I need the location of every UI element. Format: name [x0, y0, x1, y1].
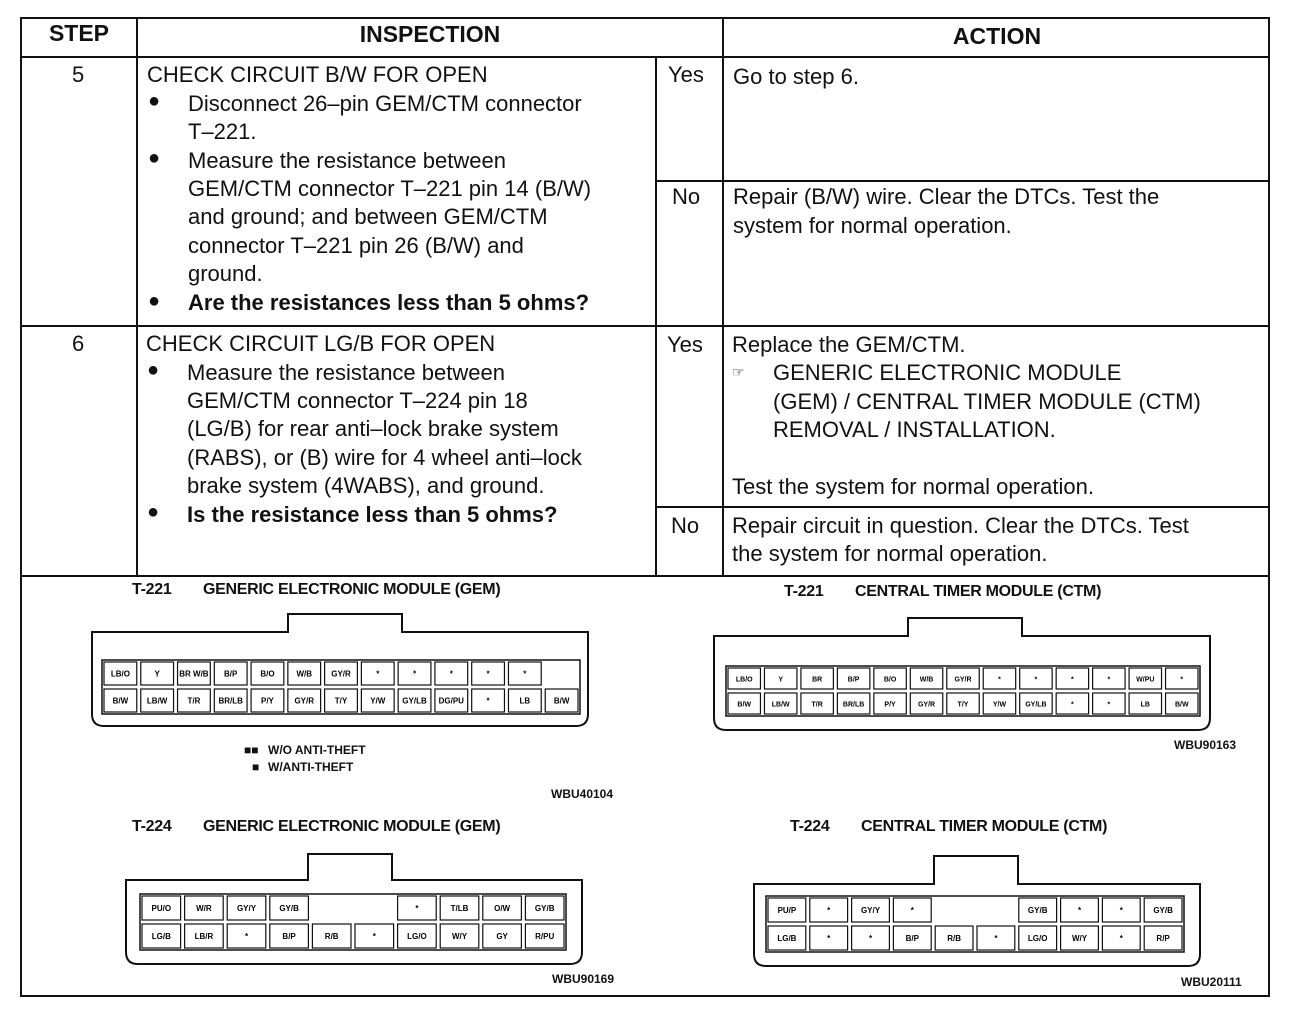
pin-label: *: [1119, 906, 1123, 915]
bullet-dot: ●: [148, 147, 161, 169]
pin-label: PU/P: [777, 906, 797, 915]
row6-question: Is the resistance less than 5 ohms?: [187, 502, 558, 527]
row6-bullet1-line3: (LG/B) for rear anti–lock brake system: [187, 416, 559, 441]
pin-label: Y: [778, 676, 784, 684]
pin-label: GY/LB: [402, 696, 427, 706]
pin-label: BR/LB: [842, 701, 865, 709]
pin-label: *: [827, 906, 831, 915]
pin-label: LG/B: [777, 934, 797, 943]
pin-label: *: [486, 696, 490, 706]
pin-label: LG/O: [1027, 934, 1048, 943]
pin-label: W/B: [296, 669, 313, 679]
pin-label: *: [412, 669, 417, 679]
pin-label: *: [449, 669, 453, 679]
reference-pointer-icon: ☞: [732, 364, 745, 380]
d1-id: T-221: [132, 581, 172, 598]
pin-label: GY/B: [1153, 906, 1173, 915]
pin-label: B/P: [847, 676, 860, 684]
legend-single-mark: ■: [252, 760, 260, 774]
action-column-divider: [722, 17, 724, 575]
row5-bullet2-line2: GEM/CTM connector T–221 pin 14 (B/W): [188, 176, 592, 201]
pin-label: Y/W: [370, 696, 386, 706]
pin-label: B/W: [1174, 701, 1189, 709]
row5-bullet1-line2: T–221.: [188, 119, 257, 144]
pin-label: W/B: [919, 676, 934, 684]
row6-bullet1-line4: (RABS), or (B) wire for 4 wheel anti–lock: [187, 445, 582, 470]
pin-label: GY/B: [534, 904, 555, 913]
pin-label: B/O: [883, 676, 897, 684]
pin-label: W/Y: [1071, 934, 1088, 943]
d1-title: GENERIC ELECTRONIC MODULE (GEM): [203, 581, 501, 598]
row6-no-action-line1: Repair circuit in question. Clear the DTCs. Test: [732, 513, 1189, 538]
row5-question: Are the resistances less than 5 ohms?: [188, 290, 590, 315]
pin-label: *: [523, 669, 527, 679]
pin-label: LB/R: [194, 932, 214, 941]
pin-label: *: [1107, 701, 1111, 709]
pin-label: GY/R: [294, 696, 315, 706]
legend-double-mark: ■■: [244, 743, 259, 757]
row5-yes-action: Go to step 6.: [733, 64, 859, 89]
row6-ref-line1: GENERIC ELECTRONIC MODULE: [773, 360, 1122, 385]
pin-label: *: [1077, 906, 1082, 915]
pin-label: T/Y: [334, 696, 348, 706]
step-number-5: 5: [72, 62, 85, 87]
pin-label: GY/Y: [860, 906, 881, 915]
connector-t221-ctm: [712, 616, 1212, 732]
d2-code: WBU90163: [1174, 738, 1237, 752]
step-number-6: 6: [72, 331, 85, 356]
pin-label: *: [1034, 676, 1038, 684]
row5-no-action-line1: Repair (B/W) wire. Clear the DTCs. Test the: [733, 184, 1160, 209]
pin-label: BR W/B: [179, 669, 209, 679]
d3-id: T-224: [132, 818, 172, 835]
d2-title: CENTRAL TIMER MODULE (CTM): [855, 583, 1102, 600]
connector-t224-ctm: [752, 854, 1202, 968]
bullet-dot: ●: [147, 359, 160, 381]
d4-id: T-224: [790, 818, 830, 835]
pin-area: [766, 896, 1184, 952]
pin-label: GY: [496, 932, 508, 941]
connector-housing: [714, 618, 1210, 730]
d2-id: T-221: [784, 583, 824, 600]
pin-label: Y: [154, 669, 160, 679]
row6-ref-line3: REMOVAL / INSTALLATION.: [773, 417, 1056, 442]
pin-label: LB/O: [110, 669, 130, 679]
d4-title: CENTRAL TIMER MODULE (CTM): [861, 818, 1108, 835]
pin-label: LB/W: [146, 696, 168, 706]
pin-label: *: [1107, 676, 1111, 684]
pin-label: *: [486, 669, 490, 679]
pin-label: LB: [1140, 701, 1150, 709]
pin-label: R/PU: [535, 932, 555, 941]
pin-label: GY/R: [917, 701, 936, 709]
bullet-dot: ●: [148, 90, 161, 112]
table-bottom-divider: [20, 575, 1270, 577]
pin-label: B/W: [112, 696, 129, 706]
pin-label: *: [868, 934, 873, 943]
d3-title: GENERIC ELECTRONIC MODULE (GEM): [203, 818, 501, 835]
pin-label: BR: [812, 676, 823, 684]
header-action: ACTION: [952, 23, 1042, 49]
row6-no-action-line2: the system for normal operation.: [732, 541, 1048, 566]
pin-label: PU/O: [151, 904, 172, 913]
yesno-column-divider: [655, 58, 657, 575]
pin-label: *: [827, 934, 831, 943]
pin-label: O/W: [494, 904, 511, 913]
pin-label: T/R: [187, 696, 201, 706]
row5-bullet2-line5: ground.: [188, 261, 263, 286]
legend-line1: W/O ANTI-THEFT: [268, 743, 366, 757]
row6-yes-action: Replace the GEM/CTM.: [732, 332, 966, 357]
row6-title: CHECK CIRCUIT LG/B FOR OPEN: [146, 331, 496, 356]
pin-label: R/B: [324, 932, 339, 941]
pin-label: *: [994, 934, 998, 943]
pin-label: DG/PU: [438, 696, 464, 706]
d3-code: WBU90169: [552, 972, 615, 986]
row6-bullet1-line2: GEM/CTM connector T–224 pin 18: [187, 388, 528, 413]
legend-line2: W/ANTI-THEFT: [268, 760, 354, 774]
pin-label: LG/B: [151, 932, 171, 941]
pin-label: GY/B: [1027, 906, 1048, 915]
pin-label: W/R: [196, 904, 212, 913]
pin-label: *: [244, 932, 249, 941]
pin-label: T/LB: [450, 904, 469, 913]
row5-bullet2-line4: connector T–221 pin 26 (B/W) and: [188, 233, 524, 258]
pin-label: T/Y: [957, 701, 969, 709]
pin-label: LB/W: [771, 701, 790, 709]
pin-label: LG/O: [407, 932, 427, 941]
pin-label: P/Y: [884, 701, 896, 709]
pin-label: W/PU: [1136, 676, 1155, 684]
pin-area: [140, 894, 566, 950]
header-inspection: INSPECTION: [359, 21, 501, 47]
pin-label: LB/O: [735, 676, 753, 684]
pin-label: *: [372, 932, 376, 941]
pin-label: B/P: [224, 669, 238, 679]
row5-no-action-line2: system for normal operation.: [733, 213, 1012, 238]
d4-code: WBU20111: [1181, 975, 1242, 989]
pin-label: *: [415, 904, 419, 913]
pin-label: T/R: [811, 701, 823, 709]
step-column-divider: [136, 17, 138, 575]
pin-label: GY/R: [954, 676, 972, 684]
row6-yes-no-divider: [655, 506, 1270, 508]
row6-ref-line2: (GEM) / CENTRAL TIMER MODULE (CTM): [773, 389, 1201, 414]
row5-title: CHECK CIRCUIT B/W FOR OPEN: [147, 62, 488, 87]
row6-bullet1-line5: brake system (4WABS), and ground.: [187, 473, 545, 498]
row6-bullet1-line1: Measure the resistance between: [187, 360, 505, 385]
pin-label: B/P: [905, 934, 919, 943]
pin-label: *: [1119, 934, 1123, 943]
row5-bullet2-line1: Measure the resistance between: [188, 148, 506, 173]
row6-yes-label: Yes: [667, 332, 703, 357]
pin-label: R/P: [1156, 934, 1170, 943]
row5-no-label: No: [672, 184, 701, 209]
pin-label: *: [1180, 676, 1184, 684]
row5-yes-label: Yes: [668, 62, 704, 87]
pin-label: LB: [519, 696, 531, 706]
pin-label: P/Y: [261, 696, 274, 706]
pin-label: B/W: [737, 701, 752, 709]
pin-label: W/Y: [451, 932, 468, 941]
pin-label: B/O: [260, 669, 275, 679]
pin-label: GY/R: [331, 669, 351, 679]
pin-label: R/B: [947, 934, 961, 943]
connector-t224-gem: [124, 852, 584, 966]
bullet-dot: ●: [147, 501, 160, 523]
pin-label: *: [1071, 676, 1074, 684]
pin-label: *: [910, 906, 914, 915]
header-step: STEP: [48, 20, 110, 46]
d1-code: WBU40104: [551, 787, 614, 801]
pin-label: GY/Y: [236, 904, 257, 913]
connector-t221-gem: [90, 612, 590, 728]
pin-label: Y/W: [992, 701, 1007, 709]
pin-label: *: [1071, 701, 1074, 709]
pin-label: BR/LB: [218, 696, 243, 706]
row6-yes-action2: Test the system for normal operation.: [732, 474, 1094, 499]
pin-label: B/W: [553, 696, 570, 706]
pin-label: GY/B: [279, 904, 299, 913]
row5-bullet2-line3: and ground; and between GEM/CTM: [188, 204, 548, 229]
header-divider: [20, 56, 1270, 58]
bullet-dot: ●: [148, 290, 161, 312]
row5-bullet1-line1: Disconnect 26–pin GEM/CTM connector: [188, 91, 582, 116]
row6-no-label: No: [671, 513, 700, 538]
pin-label: GY/LB: [1025, 701, 1047, 709]
pin-label: B/P: [282, 932, 296, 941]
row-divider: [20, 325, 1270, 327]
pin-label: *: [998, 676, 1001, 684]
pin-label: *: [376, 669, 380, 679]
